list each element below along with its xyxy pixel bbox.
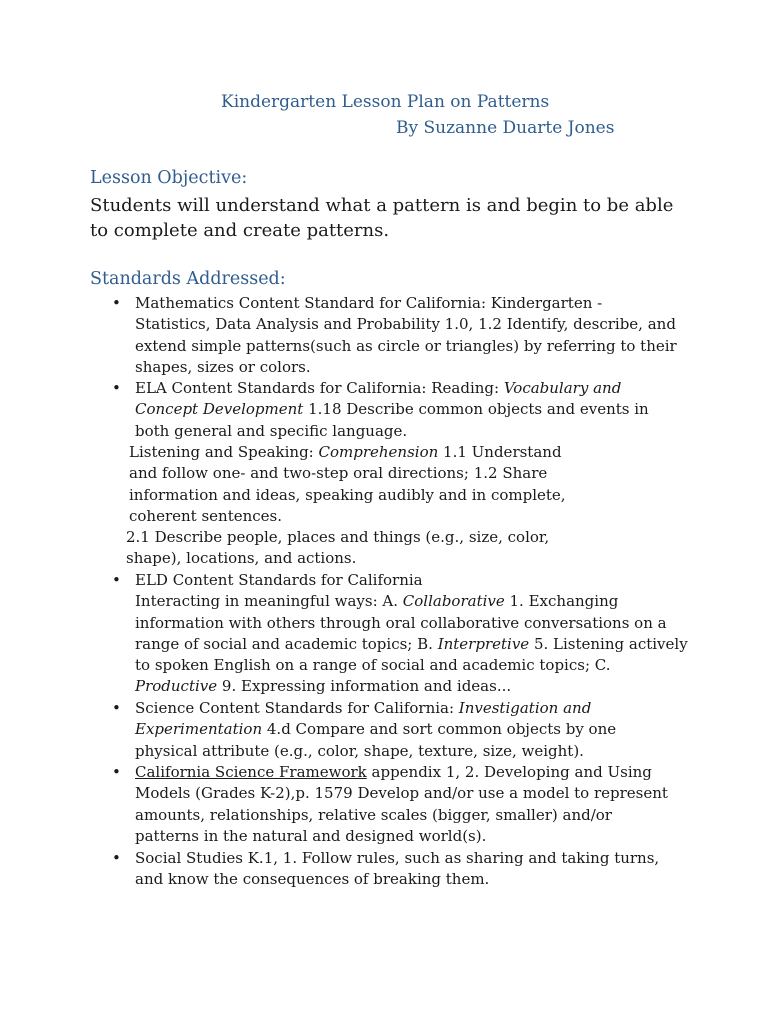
bullet-icon: • (112, 763, 121, 781)
standard-social (135, 848, 685, 891)
standard-ela-extra (126, 527, 601, 570)
bullet-icon: • (112, 849, 121, 867)
document-title: Kindergarten Lesson Plan on Patterns (221, 92, 550, 112)
standard-ela-listening (129, 442, 574, 527)
science-italic: Investigation and Experimentation (135, 699, 592, 739)
listening-suffix: 1.1 Understand and follow one- and two-step oral directions; 1.2 Share information and ideas, speaking audibly and in complete, coherent sentences. (129, 443, 566, 525)
eld-interpretive: Interpretive (437, 634, 530, 653)
standard-eld-body: Interacting in meaningful ways: A. Collaborative 1. Exchanging information with others through oral collaborative conversations on a range of social and academic topics; B. Interpretive 5. Listening actively to spoken English on a range of social and academic topics; C. Productive 9. Expressing information and ideas... (135, 592, 688, 696)
framework-title: California Science Framework (135, 763, 367, 781)
bullet-icon: • (112, 699, 121, 717)
standard-social-text: Social Studies K.1, 1. Follow rules, such as sharing and taking turns, and know the consequences of breaking them. (135, 849, 660, 889)
standard-framework: California Science Framework appendix 1, 2. Developing and Using Models (Grades K-2),p. 1579 Develop and/or use a model to represent amounts, relationships, relative scales (bigger, smaller) and/or patterns in the natural and designed world(s). (135, 763, 668, 845)
standard-ela-italic: Vocabulary and Concept Development (135, 379, 622, 419)
bullet-icon: • (112, 294, 121, 312)
bullet-icon: • (112, 571, 121, 589)
standard-eld (135, 570, 690, 698)
eld-productive: Productive (135, 677, 218, 696)
objective-text: Students will understand what a pattern is and begin to be able to complete and create patterns. (90, 195, 674, 241)
document-author: By Suzanne Duarte Jones (396, 118, 615, 138)
listening-prefix: Listening and Speaking: (129, 443, 319, 461)
listening-italic: Comprehension (318, 443, 439, 461)
eld-collaborative: Collaborative (402, 592, 505, 611)
standard-eld-title: ELD Content Standards for California (135, 571, 423, 589)
standard-ela (135, 378, 665, 442)
bullet-icon: • (112, 379, 121, 397)
standard-math (135, 293, 680, 378)
standard-science: Science Content Standards for California: Investigation and Experimentation 4.d Compare and sort common objects by one physical attribute (e.g., color, shape, texture, size, weight). (135, 699, 617, 760)
objective-heading: Lesson Objective: (90, 168, 248, 188)
standard-ela-prefix: ELA Content Standards for California: Reading: (135, 379, 504, 397)
standard-ela-extra-text: 2.1 Describe people, places and things (e.g., size, color, shape), locations, and actions. (126, 528, 550, 568)
standard-math-text: Mathematics Content Standard for California: Kindergarten - Statistics, Data Analysis and Probability 1.0, 1.2 Identify, describe, and extend simple patterns(such as circle or triangles) by referring to their shapes, sizes or colors. (135, 294, 677, 376)
standards-heading: Standards Addressed: (90, 269, 286, 289)
standard-ela-suffix: 1.18 Describe common objects and events in both general and specific language. (135, 400, 649, 440)
